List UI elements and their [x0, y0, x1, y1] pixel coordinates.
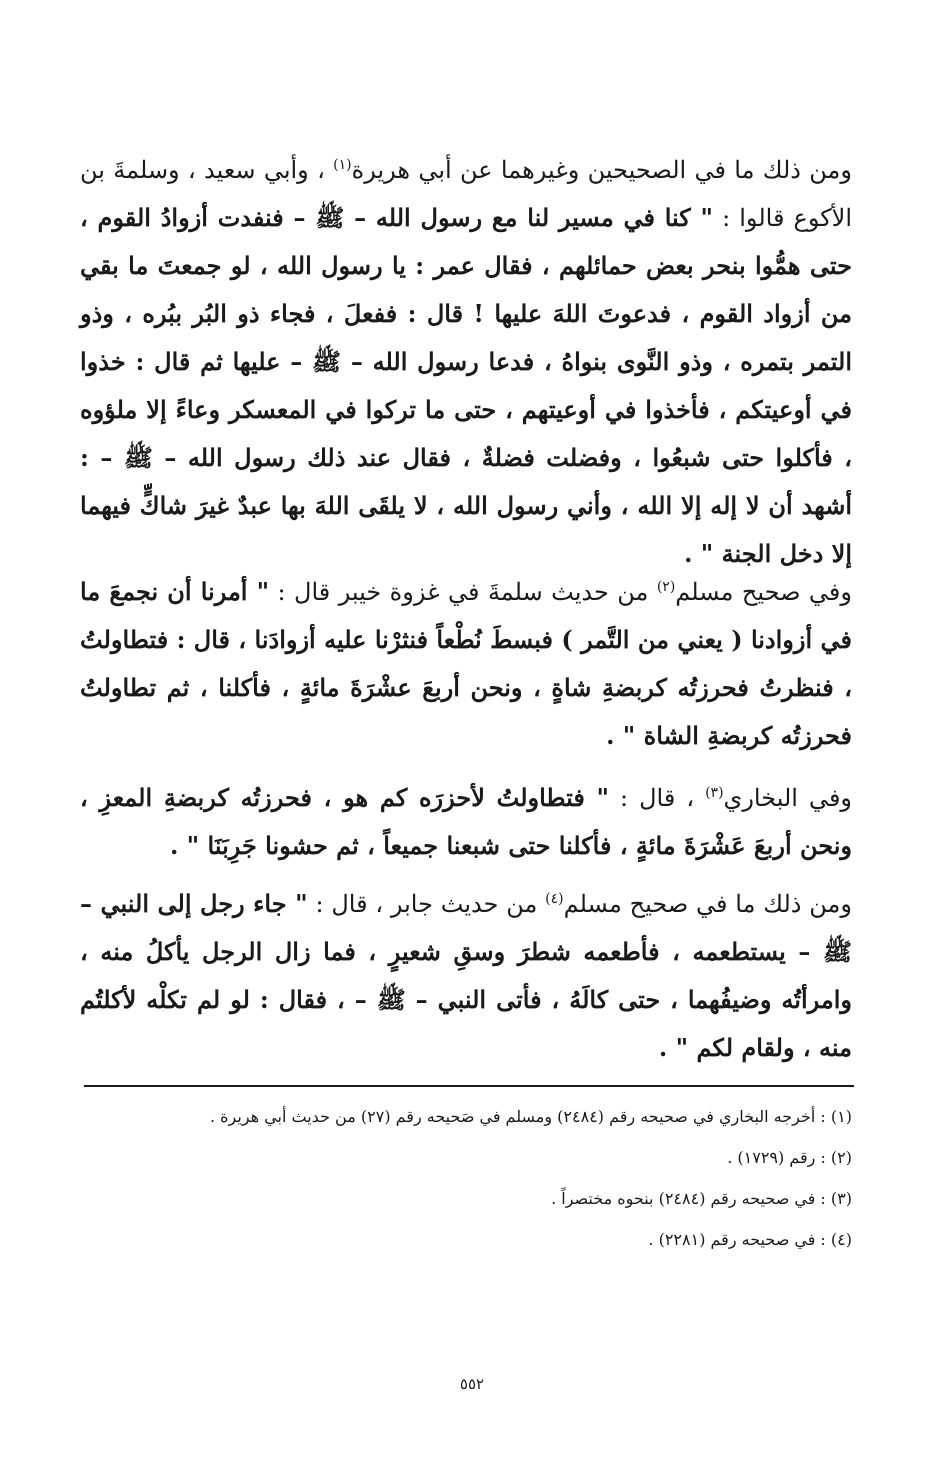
paragraph-intro: ومن ذلك ما في الصحيحين وغيرهما عن أبي هريرة [351, 156, 852, 184]
footnote-divider [84, 1085, 854, 1087]
paragraph-intro-cont: من حديث سلمةَ في غزوة خيبر قال : [277, 578, 649, 606]
paragraph-intro-cont: من حديث جابر ، قال : [315, 890, 538, 918]
paragraph [80, 880, 852, 1072]
footnote-ref: (٢) [656, 579, 676, 595]
hadith-quote: " أمرنا أن نجمعَ ما في أزوادنا ( يعني من التَّمر ) فبسطَ نُطْعاً فنثرْنا عليه أزوادَنا ، قال : فتطاولتُ ، فنظرتُ فحرزتُه كربضةِ شاةٍ ، ونحن أربعَ عشْرَةَ مائةٍ ، فأكلنا ، ثم تطاولتُ فحرزتُه كربضةِ الشاة " . [80, 577, 852, 750]
footnote-ref: (٣) [705, 785, 724, 801]
paragraph-intro: ومن ذلك ما في صحيح مسلم [563, 890, 853, 918]
footnote: (٣) : في صحيحه رقم (٢٤٨٤) بنحوه مختصراً . [551, 1189, 852, 1208]
paragraph-intro: وفي صحيح مسلم [675, 578, 852, 606]
footnote: (٤) : في صحيحه رقم (٢٢٨١) . [648, 1230, 852, 1249]
hadith-quote: " جاء رجل إلى النبي – ﷺ – يستطعمه ، فأطعمه شطرَ وسقِ شعيرٍ ، فما زال الرجل يأكلُ منه ، وامرأتُه وضيفُهما ، حتى كالَهُ ، فأتى النبي – ﷺ – ، فقال : لو لم تكلْه لأكلتُم منه ، ولقام لكم " . [80, 889, 852, 1062]
paragraph [80, 146, 852, 578]
footnote-ref: (١) [333, 157, 352, 173]
footnote: (٢) : رقم (١٧٢٩) . [727, 1148, 852, 1167]
hadith-quote: " فتطاولتُ لأحزرَه كم هو ، فحرزتُه كربضةِ المعزِ ، ونحن أربعَ عَشْرَةَ مائةٍ ، فأكلنا حتى شبعنا جميعاً ، ثم حشونا جَرِبَنَا " . [80, 783, 852, 860]
footnote-ref: (٤) [545, 891, 564, 907]
footnote: (١) : أخرجه البخاري في صحيحه رقم (٢٤٨٤) ومسلم في صَحيحه رقم (٢٧) من حديث أبي هريرة . [210, 1107, 852, 1126]
paragraph-intro-cont: ، وأبي سعيد ، وسلمةَ بن الأكوع قالوا : [80, 156, 852, 232]
paragraph-intro: وفي البخاري [723, 784, 853, 812]
paragraph [80, 774, 852, 870]
paragraph-intro-cont: ، قال : [620, 784, 695, 812]
page-number: ٥٥٢ [459, 1375, 485, 1393]
hadith-quote: " كنا في مسير لنا مع رسول الله – ﷺ – فنفدت أزوادُ القوم ، حتى همُّوا بنحر بعض حمائلهم ، فقال عمر : يا رسول الله ، لو جمعتَ ما بقي من أزواد القوم ، فدعوتَ اللهَ عليها ! قال : ففعلَ ، فجاء ذو البُر ببُره ، وذو التمر بتمره ، وذو النَّوى بنواهُ ، فدعا رسول الله – ﷺ – عليها ثم قال : خذوا في أوعيتكم ، فأخذوا في أوعيتهم ، حتى ما تركوا في المعسكر وعاءً إلا ملؤوه ، فأكلوا حتى شبعُوا ، وفضلت فضلةٌ ، فقال عند ذلك رسول الله – ﷺ – : أشهد أن لا إله إلا الله ، وأني رسول الله ، لا يلقَى اللهَ بها عبدٌ غيرَ شاكٍّ فيهما إلا دخل الجنة " . [80, 203, 853, 568]
footnotes [84, 1106, 852, 1270]
paragraph [80, 568, 852, 760]
